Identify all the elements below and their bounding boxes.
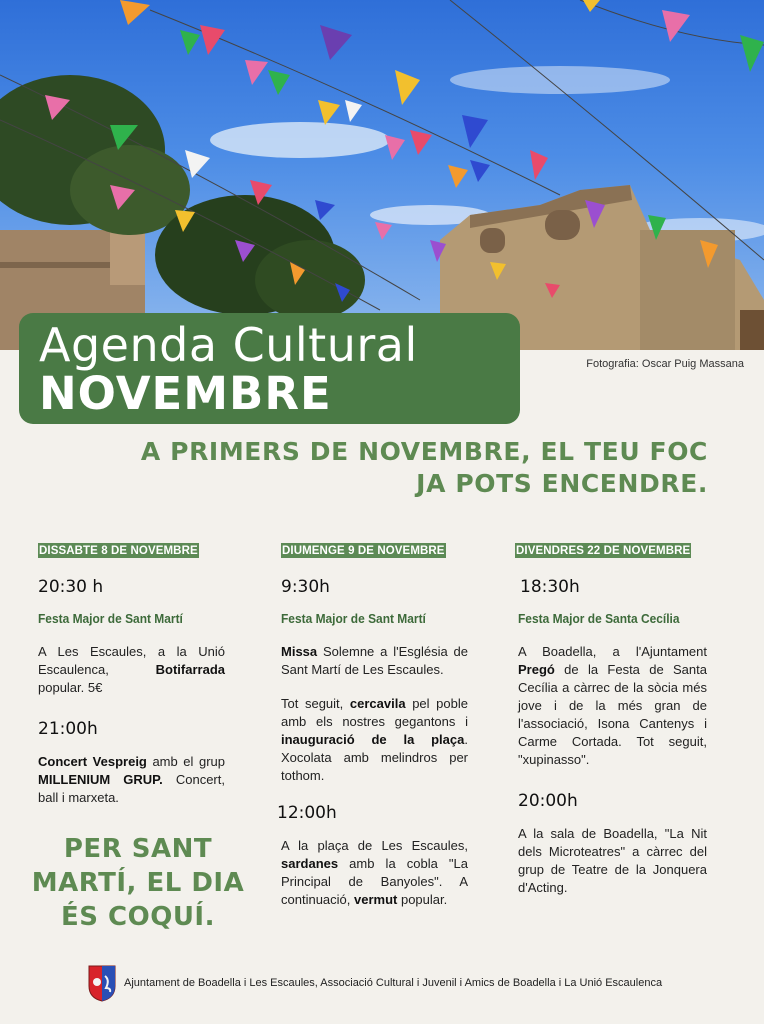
event-time: 9:30h [281,577,330,597]
slogan-line3: ÉS COQUÍ. [61,902,215,932]
emphasis-text: Concert Vespreig [38,754,147,769]
emphasis-text: Botifarrada [155,662,225,677]
event-description [38,643,225,697]
body-text: amb el grup [146,754,225,769]
page-subtitle-month: NOVEMBRE [39,367,332,420]
body-text: de la Festa de Santa Cecília a càrrec de la sòcia més jove i de la més gran de l'associació, Isona Cantenys i Carme Cortada. Tot seguit, "xupinasso". [518,662,707,767]
event-description [518,825,707,897]
event-time: 20:30 h [38,577,104,597]
date-header: DISSABTE 8 DE NOVEMBRE [39,545,198,557]
festival-photo-illustration [0,0,764,350]
body-text: popular. 5€ [38,680,103,695]
footer-organizers: Ajuntament de Boadella i Les Escaules, Associació Cultural i Juvenil i Amics de Boadella i La Unió Escaulenca [124,977,663,989]
slogan-line1: PER SANT [63,834,213,864]
tagline-line1: A PRIMERS DE NOVEMBRE, EL TEU FOC [140,437,708,466]
emphasis-text: Missa [281,644,318,659]
day-column-1 [38,541,225,807]
body-text: A Boadella, a l'Ajuntament [518,644,707,659]
tagline-line2: JA POTS ENCENDRE. [416,469,708,498]
event-title: Festa Major de Sant Martí [281,611,426,626]
emphasis-text: MILLENIUM GRUP. [38,772,163,787]
body-text: . Xocolata amb melindros per tothom. [281,732,468,783]
municipal-coat-of-arms-icon [88,964,116,1002]
slogan [20,832,256,934]
event-description-continued [281,695,468,785]
event-time: 12:00h [277,803,337,823]
hero-photo [0,0,764,350]
photo-credit: Fotografia: Oscar Puig Massana [586,358,744,370]
body-text: popular. [397,892,448,907]
emphasis-text: Pregó [518,662,555,677]
title-banner [19,313,520,424]
body-text: pel poble amb els nostres gegantons i [281,696,468,729]
emphasis-text: sardanes [281,856,339,871]
tagline [28,436,708,500]
body-text: A la sala de Boadella, "La Nit dels Microteatres" a càrrec del grup de Teatre de la Jonquera d'Acting. [518,826,707,895]
body-text: amb la cobla "La Principal de Banyoles". A continuació, [281,856,468,907]
event-time: 21:00h [38,719,98,739]
event-description [38,753,225,807]
emphasis-text: inauguració de la plaça [281,732,465,747]
event-title: Festa Major de Santa Cecília [518,611,680,626]
body-text: A la plaça de Les Escaules, [281,838,468,853]
body-text: Solemne a l'Església de Sant Martí de Les Escaules. [281,644,468,677]
event-description [518,643,707,769]
day-column-3 [515,541,707,897]
slogan-line2: MARTÍ, EL DIA [31,868,245,898]
day-column-2 [277,541,468,909]
date-header: DIUMENGE 9 DE NOVEMBRE [282,545,445,557]
event-description [281,837,468,909]
event-title: Festa Major de Sant Martí [38,611,183,626]
event-time: 18:30h [520,577,580,597]
page-title: Agenda Cultural [39,318,418,372]
body-text: A Les Escaules, a la Unió Escaulenca, [38,644,225,677]
body-text: Concert, ball i marxeta. [38,772,225,805]
emphasis-text: cercavila [349,696,406,711]
body-text: Tot seguit, [281,696,350,711]
emphasis-text: vermut [354,892,398,907]
event-time: 20:00h [518,791,578,811]
event-description [281,643,468,679]
date-header: DIVENDRES 22 DE NOVEMBRE [516,545,691,557]
footer [88,964,662,1002]
